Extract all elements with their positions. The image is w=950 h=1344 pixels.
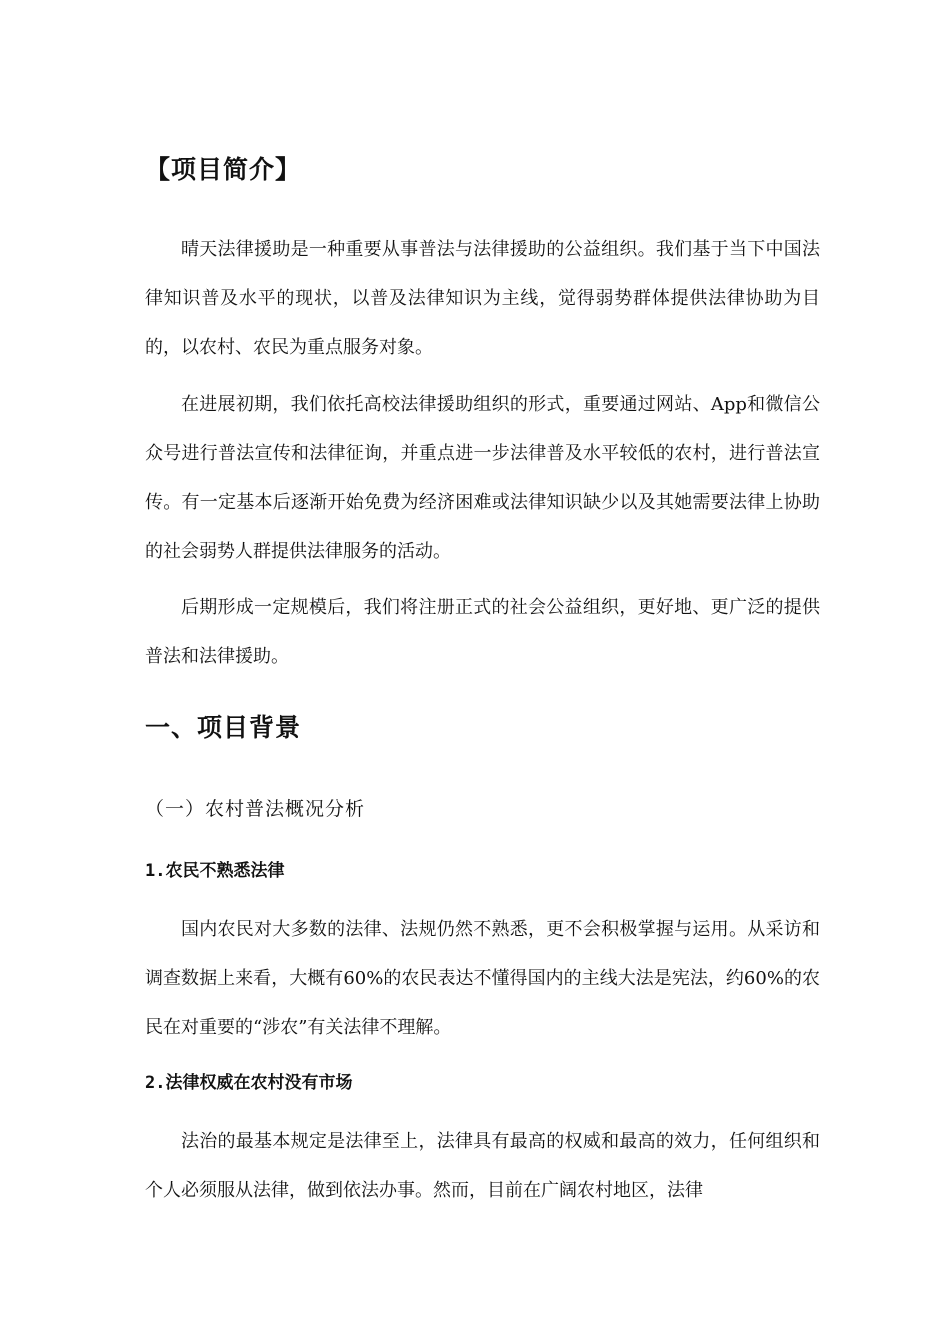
point-paragraph: 国内农民对大多数的法律、法规仍然不熟悉，更不会积极掌握与运用。从采访和调查数据上来看，大概有60%的农民表达不懂得国内的主线大法是宪法，约60%的农民在对重要的“涉农”有关法律不理解。 — [145, 919, 820, 1038]
intro-paragraph: 晴天法律援助是一种重要从事普法与法律援助的公益组织。我们基于当下中国法律知识普及水平的现状，以普及法律知识为主线，觉得弱势群体提供法律协助为目的，以农村、农民为重点服务对象。 — [145, 239, 820, 358]
intro-paragraph: 后期形成一定规模后，我们将注册正式的社会公益组织，更好地、更广泛的提供普法和法律援助。 — [145, 597, 820, 667]
section-heading: 一、项目背景 — [145, 713, 302, 742]
intro-paragraph: 在进展初期，我们依托高校法律援助组织的形式，重要通过网站、App和微信公众号进行普法宣传和法律征询，并重点进一步法律普及水平较低的农村，进行普法宣传。有一定基本后逐渐开始免费为经济困难或法律知识缺少以及其她需要法律上协助的社会弱势人群提供法律服务的活动。 — [145, 394, 820, 562]
point-paragraph: 法治的最基本规定是法律至上，法律具有最高的权威和最高的效力，任何组织和个人必须服从法律，做到依法办事。然而，目前在广阔农村地区，法律 — [145, 1131, 820, 1201]
point-heading: 2.法律权威在农村没有市场 — [145, 1073, 353, 1093]
point-heading: 1.农民不熟悉法律 — [145, 861, 285, 881]
subsection-heading: （一）农村普法概况分析 — [145, 798, 366, 820]
intro-heading: 【项目简介】 — [145, 155, 302, 184]
